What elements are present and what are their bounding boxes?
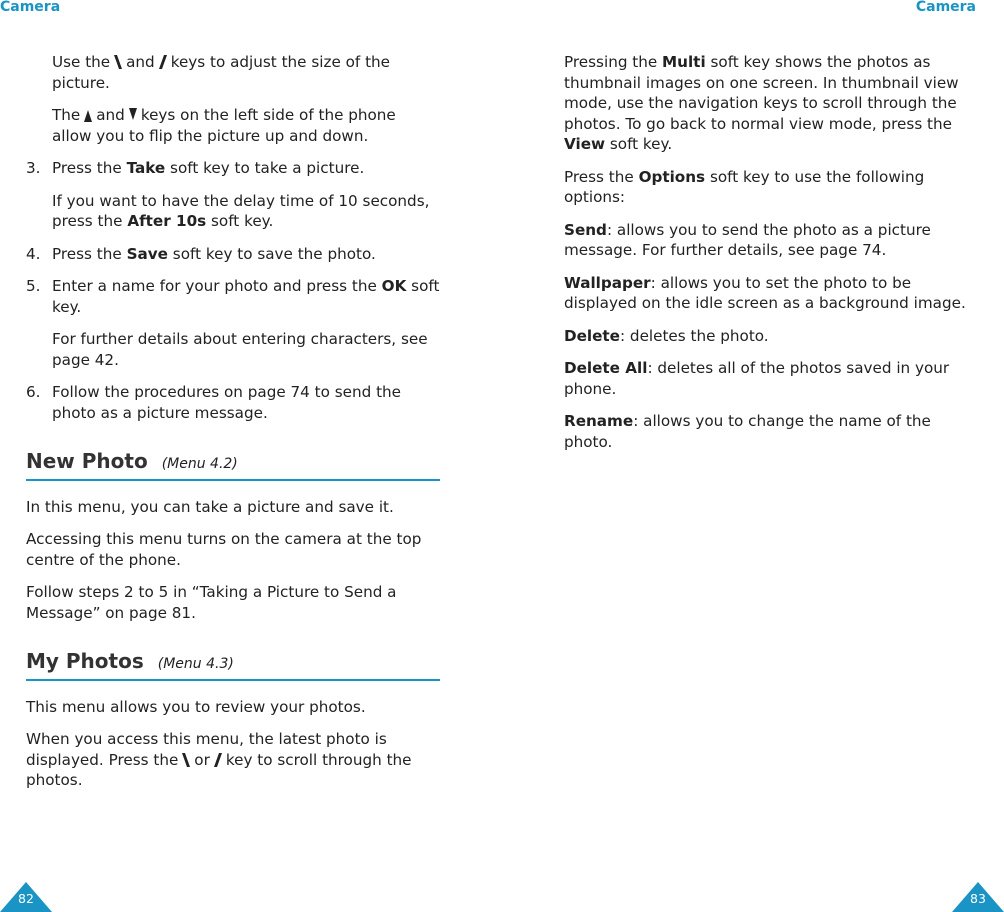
option-wallpaper: Wallpaper: allows you to set the photo to be displayed on the idle screen as a background image. xyxy=(564,273,966,312)
side-down-key-icon xyxy=(128,107,138,123)
multi-paragraph: Pressing the Multi soft key shows the photos as thumbnail images on one screen. In thumbnail view mode, use the navigation keys to scroll through the photos. To go back to normal view mode, press the View soft key. xyxy=(564,53,959,153)
step-5: 5. Enter a name for your photo and press the OK soft key. xyxy=(26,277,440,316)
my-photos-paragraph-1: This menu allows you to review your photos. xyxy=(26,697,366,716)
running-header-left: Camera xyxy=(0,0,61,15)
take-softkey-label: Take xyxy=(126,159,166,177)
volume-down-key-icon xyxy=(113,54,123,70)
step-3: 3. Press the Take soft key to take a picture. xyxy=(26,159,365,177)
volume-up-key-icon xyxy=(213,752,223,768)
new-photo-paragraph-3: Follow steps 2 to 5 in “Taking a Picture to Send a Message” on page 81. xyxy=(26,583,397,622)
adjust-size-paragraph: Use the and keys to adjust the size of the picture. xyxy=(52,53,391,92)
page-number-right: 83 xyxy=(952,882,1004,912)
option-delete: Delete: deletes the photo. xyxy=(564,326,769,345)
page-number-left: 82 xyxy=(0,882,52,912)
menu-reference: (Menu 4.3) xyxy=(157,656,234,672)
save-softkey-label: Save xyxy=(126,244,168,263)
volume-up-key-icon xyxy=(158,54,168,70)
options-softkey-label: Options xyxy=(638,167,706,186)
step-6: 6. Follow the procedures on page 74 to send the photo as a picture message. xyxy=(26,383,402,422)
my-photos-paragraph-2: When you access this menu, the latest photo is displayed. Press the or key to scroll through the photos. xyxy=(26,730,412,789)
new-photo-paragraph-1: In this menu, you can take a picture and save it. xyxy=(26,497,394,516)
running-header-right: Camera xyxy=(915,0,976,15)
after-10s-softkey-label: After 10s xyxy=(127,212,207,230)
right-page xyxy=(564,52,974,464)
section-title: My Photos xyxy=(26,649,144,673)
new-photo-heading xyxy=(26,451,440,481)
section-title: New Photo xyxy=(26,449,148,473)
volume-down-key-icon xyxy=(181,752,191,768)
view-softkey-label: View xyxy=(564,135,606,153)
side-up-key-icon xyxy=(83,107,93,123)
option-send: Send: allows you to send the photo as a picture message. For further details, see page 74. xyxy=(564,220,931,259)
left-page xyxy=(26,52,440,803)
menu-reference: (Menu 4.2) xyxy=(161,456,238,472)
step-3-note: If you want to have the delay time of 10 seconds, press the After 10s soft key. xyxy=(52,191,430,230)
step-5-note: For further details about entering characters, see page 42. xyxy=(52,330,428,369)
new-photo-paragraph-2: Accessing this menu turns on the camera at the top centre of the phone. xyxy=(26,530,422,569)
ok-softkey-label: OK xyxy=(381,277,407,295)
options-paragraph: Press the Options soft key to use the following options: xyxy=(564,167,925,206)
option-delete-all: Delete All: deletes all of the photos saved in your phone. xyxy=(564,359,950,398)
option-rename: Rename: allows you to change the name of the photo. xyxy=(564,412,931,451)
multi-softkey-label: Multi xyxy=(662,53,706,71)
my-photos-heading xyxy=(26,651,440,681)
step-4: 4. Press the Save soft key to save the photo. xyxy=(26,244,376,263)
flip-picture-paragraph: The and keys on the left side of the phone allow you to flip the picture up and down. xyxy=(52,106,396,145)
